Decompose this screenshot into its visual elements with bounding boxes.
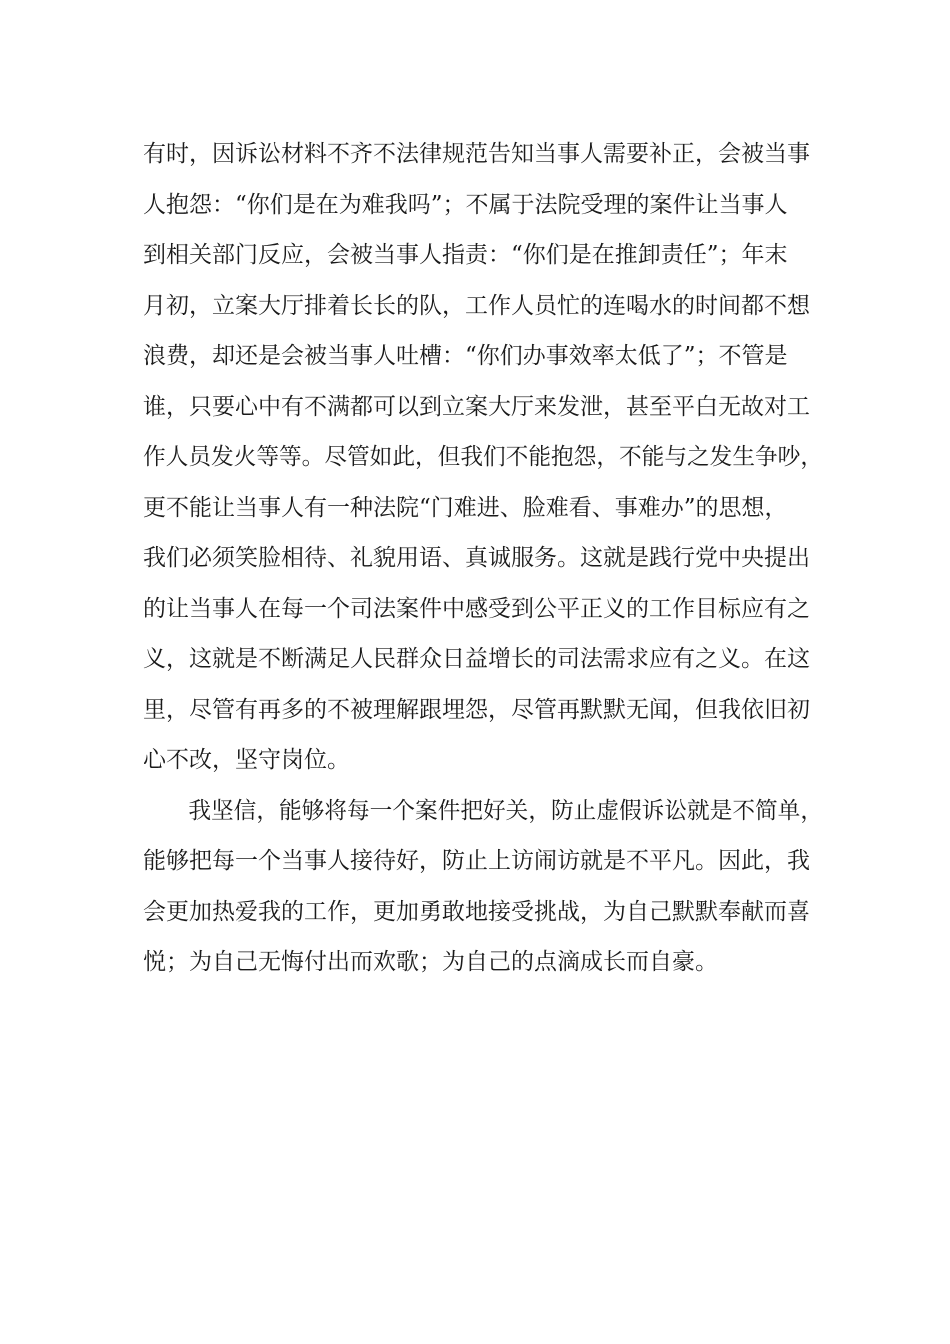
text-line: 有时，因诉讼材料不齐不法律规范告知当事人需要补正，会被当事: [143, 141, 810, 167]
text-line: 会更加热爱我的工作，更加勇敢地接受挑战，为自己默默奉献而喜: [143, 898, 810, 925]
text-line: 更不能让当事人有一种法院“门难进、脸难看、事难办”的思想，: [143, 494, 788, 521]
text-line: 义，这就是不断满足人民群众日益增长的司法需求应有之义。在这: [143, 646, 810, 672]
text-line: 到相关部门反应，会被当事人指责：“你们是在推卸责任”；年末: [143, 242, 788, 268]
text-line: 谁，只要心中有不满都可以到立案大厅来发泄，甚至平白无故对工: [143, 393, 810, 420]
paragraph-1: [143, 129, 823, 786]
paragraph-2: [143, 786, 823, 988]
text-line: 悦；为自己无悔付出而欢歌；为自己的点滴成长而自豪。: [143, 949, 718, 975]
text-line: 里，尽管有再多的不被理解跟埋怨，尽管再默默无闻，但我依旧初: [143, 696, 810, 723]
text-line: 月初，立案大厅排着长长的队，工作人员忙的连喝水的时间都不想: [143, 292, 810, 319]
text-line: 心不改，坚守岗位。: [143, 747, 350, 773]
text-line: 我们必须笑脸相待、礼貌用语、真诚服务。这就是践行党中央提出: [143, 545, 810, 571]
text-line-indented: 我坚信，能够将每一个案件把好关，防止虚假诉讼就是不简单，: [188, 797, 823, 824]
text-line: 浪费，却还是会被当事人吐槽：“你们办事效率太低了”；不管是: [143, 343, 788, 369]
text-line: 人抱怨：“你们是在为难我吗”；不属于法院受理的案件让当事人: [143, 191, 788, 218]
text-line: 能够把每一个当事人接待好，防止上访闹访就是不平凡。因此，我: [143, 848, 810, 874]
text-line: 作人员发火等等。尽管如此，但我们不能抱怨，不能与之发生争吵，: [143, 444, 823, 470]
text-line: 的让当事人在每一个司法案件中感受到公平正义的工作目标应有之: [143, 595, 810, 622]
document-body: [143, 129, 823, 988]
